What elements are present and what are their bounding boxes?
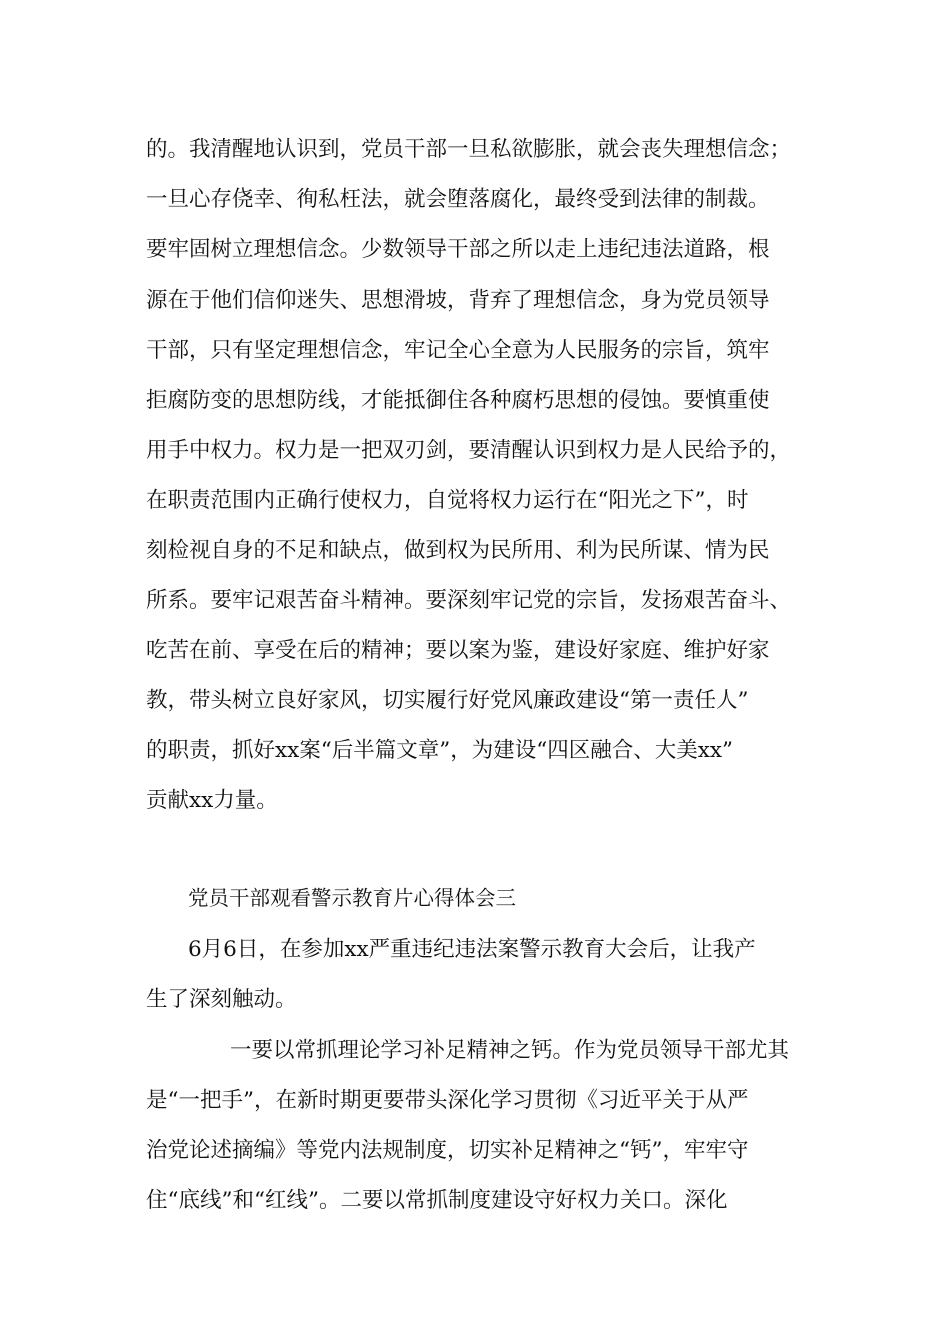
- body-line: 治党论述摘编》等党内法规制度，切实补足精神之“钙”，牢牢守: [146, 1138, 749, 1163]
- body-line: 的职责，抓好xx案“后半篇文章”，为建设“四区融合、大美xx”: [146, 738, 733, 763]
- body-line: 拒腐防变的思想防线，才能抵御住各种腐朽思想的侵蚀。要慎重使: [146, 388, 770, 413]
- body-line: 一旦心存侥幸、徇私枉法，就会堕落腐化，最终受到法律的制裁。: [146, 187, 770, 212]
- body-line: 要牢固树立理想信念。少数领导干部之所以走上违纪违法道路，根: [146, 237, 770, 262]
- body-line: 贡献xx力量。: [146, 788, 278, 813]
- body-line: 用手中权力。权力是一把双刃剑，要清醒认识到权力是人民给予的，: [146, 438, 792, 463]
- body-line: 一要以常抓理论学习补足精神之钙。作为党员领导干部尤其: [230, 1038, 790, 1063]
- body-line: 的。我清醒地认识到，党员干部一旦私欲膨胀，就会丧失理想信念；: [146, 137, 792, 162]
- body-line: 所系。要牢记艰苦奋斗精神。要深刻牢记党的宗旨，发扬艰苦奋斗、: [146, 588, 792, 613]
- body-line: 源在于他们信仰迷失、思想滑坡，背弃了理想信念，身为党员领导: [146, 288, 770, 313]
- section-title: 党员干部观看警示教育片心得体会三: [188, 886, 516, 910]
- body-line: 干部，只有坚定理想信念，牢记全心全意为人民服务的宗旨，筑牢: [146, 338, 770, 363]
- body-line: 在职责范围内正确行使权力，自觉将权力运行在“阳光之下”，时: [146, 488, 749, 513]
- body-line: 6月6日，在参加xx严重违纪违法案警示教育大会后，让我产: [188, 937, 756, 962]
- body-line: 是“一把手”，在新时期更要带头深化学习贯彻《习近平关于从严: [146, 1088, 749, 1113]
- body-line: 生了深刻触动。: [146, 987, 297, 1012]
- body-line: 教，带头树立良好家风，切实履行好党风廉政建设“第一责任人”: [146, 688, 749, 713]
- body-line: 住“底线”和“红线”。二要以常抓制度建设守好权力关口。深化: [146, 1188, 728, 1213]
- body-line: 刻检视自身的不足和缺点，做到权为民所用、利为民所谋、情为民: [146, 538, 770, 563]
- body-line: 吃苦在前、享受在后的精神；要以案为鉴，建设好家庭、维护好家: [146, 638, 770, 663]
